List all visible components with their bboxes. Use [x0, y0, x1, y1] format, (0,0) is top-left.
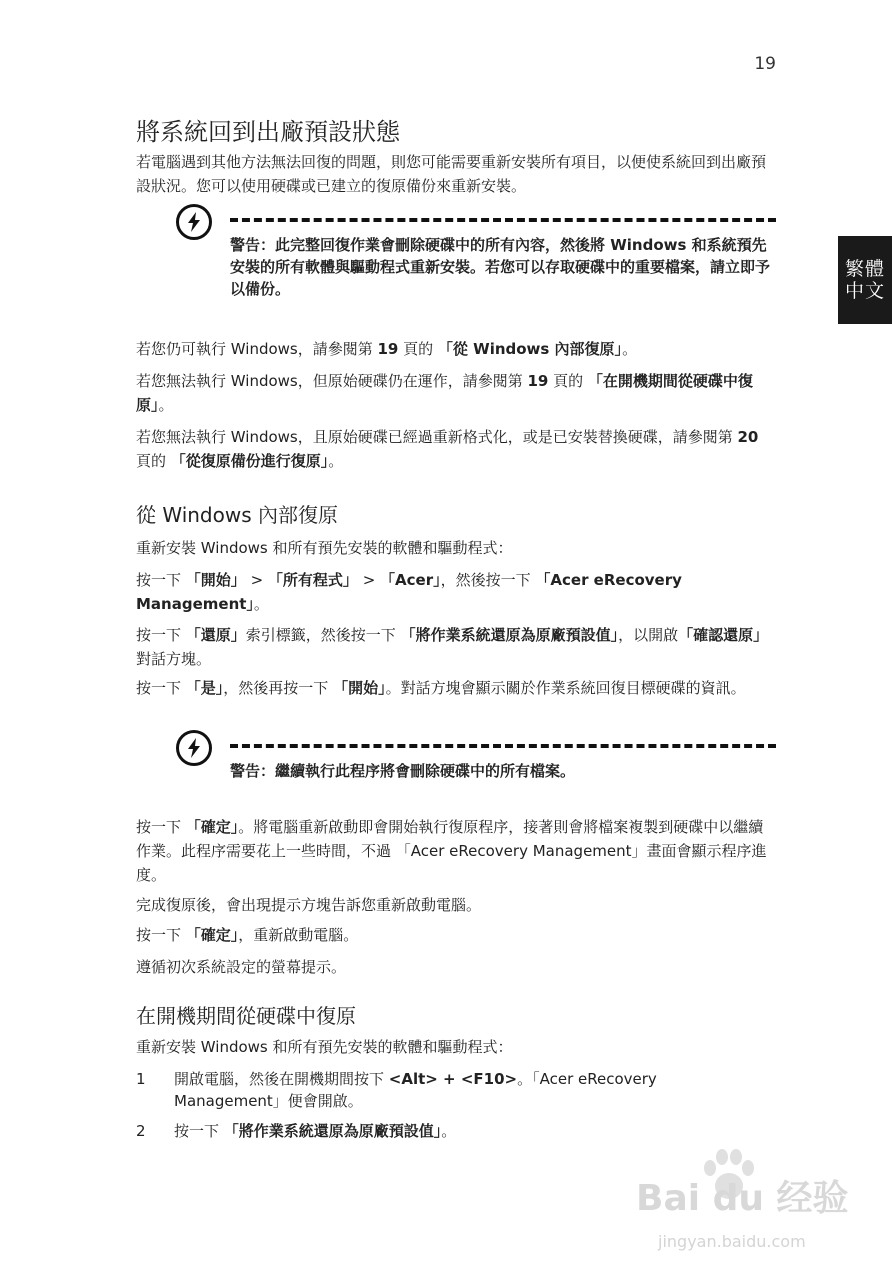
section1-intro: 重新安裝 Windows 和所有預先安裝的軟體和驅動程式： [136, 539, 513, 557]
baidu-watermark [636, 1148, 876, 1268]
page-number: 19 [754, 54, 776, 74]
section1-step-3: 按一下 「是」，然後再按一下 「開始」。對話方塊會顯示關於作業系統回復目標硬碟的資訊。 [136, 679, 746, 697]
warning-box-2 [176, 730, 776, 820]
language-tab [838, 236, 892, 324]
warning-text-1: 警告：此完整回復作業會刪除硬碟中的所有內容，然後將 Windows 和系統預先安裝的所有軟體與驅動程式重新安裝。若您可以存取硬碟中的重要檔案，請立即予以備份。 [230, 236, 771, 298]
page-title: 將系統回到出廠預設狀態 [136, 118, 400, 146]
case-paragraph-3: 若您無法執行 Windows，且原始硬碟已經過重新格式化，或是已安裝替換硬碟，請參閱第 20 頁的 「從復原備份進行復原」。 [136, 428, 759, 470]
watermark-url: jingyan.baidu.com [658, 1232, 806, 1251]
section1-step-7: 遵循初次系統設定的螢幕提示。 [136, 958, 347, 976]
warning-text-2: 警告：繼續執行此程序將會刪除硬碟中的所有檔案。 [230, 762, 576, 780]
dashed-divider [230, 218, 776, 222]
section-heading-1: 從 Windows 內部復原 [136, 503, 338, 527]
watermark-logo: Bai du 经验 [636, 1178, 849, 1219]
step-text: 開啟電腦，然後在開機期間按下 <Alt> + <F10>。「Acer eRecovery Management」便會開啟。 [174, 1070, 657, 1110]
dashed-divider [230, 744, 776, 748]
lightning-warning-icon [176, 730, 212, 766]
intro-paragraph: 若電腦遇到其他方法無法回復的問題，則您可能需要重新安裝所有項目，以便使系統回到出廠預設狀況。您可以使用硬碟或已建立的復原備份來重新安裝。 [136, 153, 767, 195]
case-paragraph-2: 若您無法執行 Windows，但原始硬碟仍在運作，請參閱第 19 頁的 「在開機期間從硬碟中復原」。 [136, 372, 753, 414]
case-paragraph-1: 若您仍可執行 Windows，請參閱第 19 頁的 「從 Windows 內部復原」。 [136, 340, 638, 358]
section1-step-4: 按一下 「確定」。將電腦重新啟動即會開始執行復原程序，接著則會將檔案複製到硬碟中以繼續作業。此程序需要花上一些時間，不過 「Acer eRecovery Management」畫面會顯示程序進度。 [136, 818, 767, 884]
section2-intro: 重新安裝 Windows 和所有預先安裝的軟體和驅動程式： [136, 1038, 513, 1056]
step-number: 1 [136, 1070, 146, 1088]
warning-box-1 [176, 204, 776, 298]
section-heading-2: 在開機期間從硬碟中復原 [136, 1004, 356, 1028]
step-text: 按一下 「將作業系統還原為原廠預設值」。 [174, 1122, 457, 1140]
section1-step-1: 按一下 「開始」 > 「所有程式」 > 「Acer」，然後按一下 「Acer eRecovery Management」。 [136, 571, 682, 613]
section1-step-2: 按一下 「還原」索引標籤，然後按一下 「將作業系統還原為原廠預設值」，以開啟「確認還原」對話方塊。 [136, 626, 769, 668]
section1-step-6: 按一下 「確定」，重新啟動電腦。 [136, 926, 359, 944]
lightning-warning-icon [176, 204, 212, 240]
step-number: 2 [136, 1122, 146, 1140]
language-tab-label: 繁體中文 [844, 258, 885, 302]
section1-step-5: 完成復原後，會出現提示方塊告訴您重新啟動電腦。 [136, 896, 482, 914]
numbered-step [136, 1068, 776, 1116]
numbered-step [136, 1120, 776, 1144]
